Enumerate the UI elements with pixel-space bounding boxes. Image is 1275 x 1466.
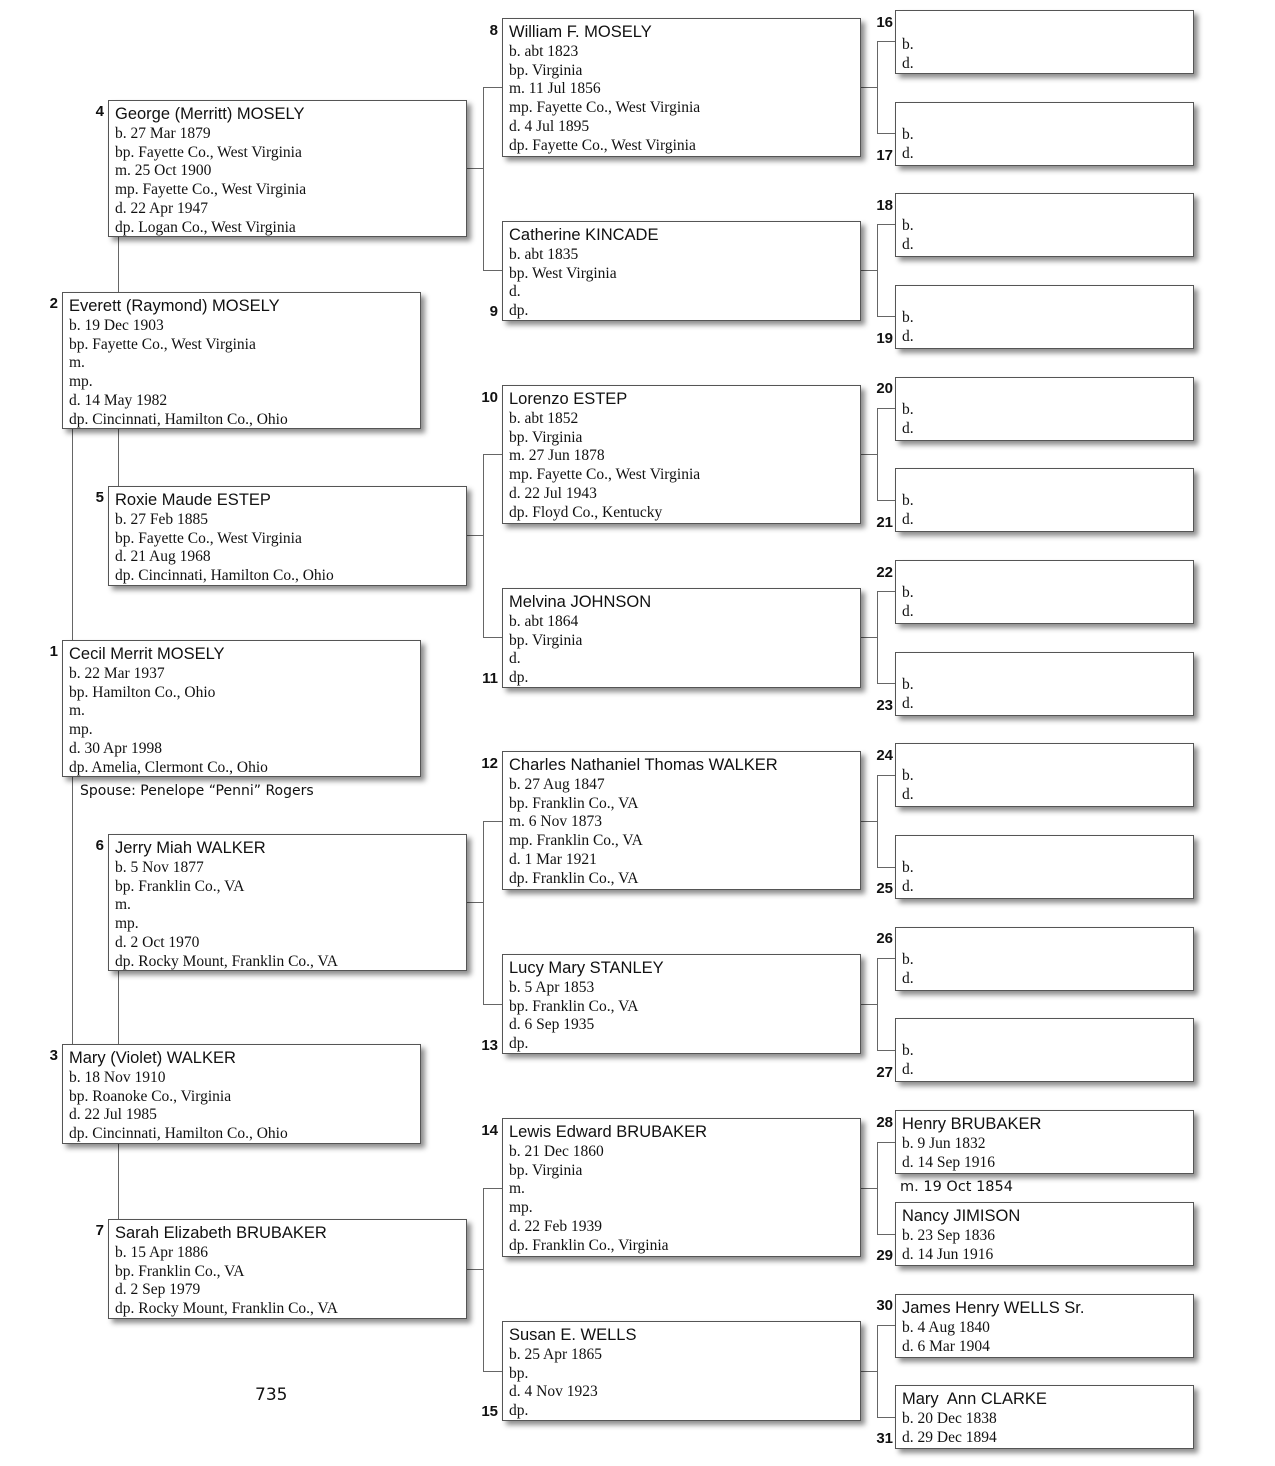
person-name: James Henry WELLS Sr. xyxy=(902,1299,1085,1317)
connector-line xyxy=(466,168,483,169)
death-date: d. 14 Jun 1916 xyxy=(902,1245,994,1263)
person-name: Mary (Violet) WALKER xyxy=(69,1049,236,1067)
person-box-27[interactable] xyxy=(895,1018,1194,1082)
death-date: d. xyxy=(509,650,521,668)
person-number: 21 xyxy=(876,514,893,531)
connector-line xyxy=(877,1325,878,1417)
marriage-date: m. xyxy=(115,896,131,914)
connector-line xyxy=(877,500,895,501)
birth-date: b. xyxy=(902,36,914,53)
person-number: 30 xyxy=(876,1297,893,1314)
marriage-date: m. 25 Oct 1900 xyxy=(115,162,212,180)
connector-line xyxy=(877,224,878,316)
person-box-10[interactable] xyxy=(502,385,861,524)
person-name: Lorenzo ESTEP xyxy=(509,390,628,408)
person-number: 8 xyxy=(489,22,498,39)
death-date: d. xyxy=(902,694,914,712)
death-date: d. xyxy=(902,327,914,345)
death-date: d. 22 Jul 1943 xyxy=(509,484,597,502)
birth-date: b. 27 Aug 1847 xyxy=(509,776,605,793)
birth-date: b. xyxy=(902,767,914,784)
death-date: d. 4 Nov 1923 xyxy=(509,1383,598,1401)
connector-line xyxy=(118,1143,119,1219)
connector-line xyxy=(877,408,878,500)
death-date: d. xyxy=(902,510,914,528)
person-name: Mary Ann CLARKE xyxy=(902,1390,1047,1408)
death-date: d. 29 Dec 1894 xyxy=(902,1428,997,1446)
person-box-24[interactable] xyxy=(895,743,1194,807)
birth-date: b. 9 Jun 1832 xyxy=(902,1135,986,1152)
person-number: 3 xyxy=(49,1047,58,1064)
death-place: dp. Rocky Mount, Franklin Co., VA xyxy=(115,952,338,970)
person-box-29[interactable] xyxy=(895,1202,1194,1266)
birth-date: b. xyxy=(902,401,914,418)
death-date: d. xyxy=(902,419,914,437)
person-box-30[interactable] xyxy=(895,1294,1194,1358)
person-number: 4 xyxy=(95,103,104,120)
marriage-place: mp. Fayette Co., West Virginia xyxy=(509,466,701,484)
death-date: d. 2 Sep 1979 xyxy=(115,1281,201,1299)
birth-date: b. 5 Nov 1877 xyxy=(115,859,204,876)
birth-date: b. 15 Apr 1886 xyxy=(115,1244,208,1261)
person-name: Charles Nathaniel Thomas WALKER xyxy=(509,756,778,774)
birth-date: b. 19 Dec 1903 xyxy=(69,317,164,334)
connector-line xyxy=(860,637,877,638)
birth-date: b. xyxy=(902,492,914,509)
death-place: dp. Cincinnati, Hamilton Co., Ohio xyxy=(69,410,288,428)
connector-line xyxy=(483,637,502,638)
connector-line xyxy=(483,1188,502,1189)
birth-place: bp. Fayette Co., West Virginia xyxy=(115,143,302,161)
death-date: d. 14 Sep 1916 xyxy=(902,1153,995,1171)
death-place: dp. Amelia, Clermont Co., Ohio xyxy=(69,758,268,776)
birth-date: b. xyxy=(902,217,914,234)
person-name: Roxie Maude ESTEP xyxy=(115,491,271,509)
death-date: d. xyxy=(509,283,521,301)
death-date: d. 4 Jul 1895 xyxy=(509,117,590,135)
person-box-7[interactable] xyxy=(108,1219,467,1319)
marriage-place: mp. xyxy=(69,373,93,391)
connector-line xyxy=(118,236,119,293)
person-name: Henry BRUBAKER xyxy=(902,1115,1042,1133)
person-box-11[interactable] xyxy=(502,588,861,688)
person-number: 14 xyxy=(481,1122,498,1139)
person-box-6[interactable] xyxy=(108,834,467,971)
marriage-place: mp. Fayette Co., West Virginia xyxy=(509,99,701,117)
death-place: dp. xyxy=(509,1402,529,1420)
connector-line xyxy=(860,1188,877,1189)
connector-line xyxy=(483,1371,502,1372)
person-number: 11 xyxy=(482,670,498,687)
person-box-18[interactable] xyxy=(895,193,1194,257)
connector-line xyxy=(483,821,502,822)
marriage-place: mp. Franklin Co., VA xyxy=(509,832,643,850)
birth-date: b. 27 Feb 1885 xyxy=(115,511,208,528)
person-number: 22 xyxy=(876,564,893,581)
connector-line xyxy=(860,821,877,822)
death-place: dp. Floyd Co., Kentucky xyxy=(509,503,663,521)
person-name: Catherine KINCADE xyxy=(509,226,659,244)
birth-place: bp. Franklin Co., VA xyxy=(115,877,245,895)
birth-place: bp. Virginia xyxy=(509,1161,583,1179)
person-number: 26 xyxy=(876,930,893,947)
connector-line xyxy=(466,902,483,903)
connector-line xyxy=(860,1004,877,1005)
connector-line xyxy=(483,821,484,1004)
connector-line xyxy=(483,270,502,271)
birth-date: b. abt 1852 xyxy=(509,410,579,427)
person-box-4[interactable] xyxy=(108,100,467,237)
person-box-12[interactable] xyxy=(502,751,861,890)
death-place: dp. xyxy=(509,1035,529,1053)
connector-line xyxy=(877,958,895,959)
death-date: d. 22 Jul 1985 xyxy=(69,1106,157,1124)
person-number: 13 xyxy=(481,1037,498,1054)
person-name: Jerry Miah WALKER xyxy=(115,839,266,857)
person-number: 18 xyxy=(876,197,893,214)
person-number: 27 xyxy=(876,1064,893,1081)
marriage-date: m. xyxy=(69,354,85,372)
connector-line xyxy=(877,591,878,683)
birth-date: b. 22 Mar 1937 xyxy=(69,665,165,682)
person-name: Nancy JIMISON xyxy=(902,1207,1021,1225)
death-place: dp. Cincinnati, Hamilton Co., Ohio xyxy=(69,1125,288,1143)
person-number: 23 xyxy=(876,697,893,714)
person-box-1[interactable] xyxy=(62,640,421,777)
connector-line xyxy=(466,535,483,536)
person-number: 9 xyxy=(489,303,498,320)
person-box-14[interactable] xyxy=(502,1118,861,1257)
marriage-place: mp. xyxy=(69,721,93,739)
death-date: d. 22 Feb 1939 xyxy=(509,1217,602,1235)
connector-line xyxy=(877,1142,878,1234)
person-name: Sarah Elizabeth BRUBAKER xyxy=(115,1224,327,1242)
person-name: Susan E. WELLS xyxy=(509,1326,637,1344)
person-number: 20 xyxy=(876,380,893,397)
birth-place: bp. Franklin Co., VA xyxy=(509,794,639,812)
birth-place: bp. Fayette Co., West Virginia xyxy=(115,529,302,547)
connector-line xyxy=(877,683,895,684)
connector-line xyxy=(483,1188,484,1371)
birth-date: b. xyxy=(902,951,914,968)
connector-line xyxy=(877,1417,895,1418)
birth-place: bp. Franklin Co., VA xyxy=(115,1262,245,1280)
connector-line xyxy=(877,1325,895,1326)
birth-date: b. 25 Apr 1865 xyxy=(509,1346,602,1363)
connector-line xyxy=(877,41,895,42)
connector-line xyxy=(860,270,877,271)
marriage-date: m. xyxy=(509,1180,525,1198)
death-place: dp. Franklin Co., Virginia xyxy=(509,1236,669,1254)
person-box-8[interactable] xyxy=(502,18,861,157)
connector-line xyxy=(877,591,895,592)
person-box-17[interactable] xyxy=(895,102,1194,166)
death-date: d. xyxy=(902,1060,914,1078)
birth-place: bp. Fayette Co., West Virginia xyxy=(69,335,256,353)
person-number: 25 xyxy=(876,880,893,897)
connector-line xyxy=(860,1371,877,1372)
death-date: d. 1 Mar 1921 xyxy=(509,850,597,868)
birth-date: b. 5 Apr 1853 xyxy=(509,979,595,996)
person-number: 6 xyxy=(95,837,104,854)
person-box-21[interactable] xyxy=(895,468,1194,532)
marriage-date: m. 6 Nov 1873 xyxy=(509,813,602,831)
connector-line xyxy=(877,958,878,1050)
person-number: 15 xyxy=(481,1403,498,1420)
person-name: Lucy Mary STANLEY xyxy=(509,959,664,977)
death-date: d. xyxy=(902,54,914,72)
marriage-date: m. 11 Jul 1856 xyxy=(509,80,601,98)
connector-line xyxy=(877,1050,895,1051)
birth-date: b. 23 Sep 1836 xyxy=(902,1227,995,1244)
person-box-20[interactable] xyxy=(895,377,1194,441)
death-date: d. 30 Apr 1998 xyxy=(69,739,162,757)
marriage-date: m. 27 Jun 1878 xyxy=(509,447,605,465)
connector-line xyxy=(72,428,73,642)
person-box-5[interactable] xyxy=(108,486,467,586)
birth-date: b. xyxy=(902,676,914,693)
death-date: d. 22 Apr 1947 xyxy=(115,199,208,217)
person-number: 5 xyxy=(95,489,104,506)
connector-line xyxy=(483,87,484,270)
connector-line xyxy=(877,41,878,133)
person-number: 16 xyxy=(876,14,893,31)
connector-line xyxy=(860,454,877,455)
marriage-date: m. xyxy=(69,702,85,720)
person-box-31[interactable] xyxy=(895,1385,1194,1449)
birth-date: b. xyxy=(902,309,914,326)
person-box-2[interactable] xyxy=(62,292,421,429)
birth-place: bp. Virginia xyxy=(509,631,583,649)
person-box-22[interactable] xyxy=(895,560,1194,624)
connector-line xyxy=(877,867,895,868)
marriage-place: mp. xyxy=(115,915,139,933)
connector-line xyxy=(483,454,484,637)
birth-place: bp. Hamilton Co., Ohio xyxy=(69,683,216,701)
birth-date: b. xyxy=(902,584,914,601)
person-box-19[interactable] xyxy=(895,285,1194,349)
death-place: dp. Rocky Mount, Franklin Co., VA xyxy=(115,1300,338,1318)
birth-date: b. abt 1835 xyxy=(509,246,579,263)
connector-line xyxy=(877,224,895,225)
page-number: 735 xyxy=(255,1385,288,1405)
connector-line xyxy=(118,969,119,1045)
death-place: dp. Franklin Co., VA xyxy=(509,869,639,887)
connector-line xyxy=(877,133,895,134)
person-number: 28 xyxy=(876,1114,893,1131)
connector-line xyxy=(877,408,895,409)
connector-line xyxy=(483,87,502,88)
marriage-place: mp. xyxy=(509,1199,533,1217)
birth-place: bp. Franklin Co., VA xyxy=(509,997,639,1015)
birth-place: bp. Roanoke Co., Virginia xyxy=(69,1087,232,1105)
person-number: 17 xyxy=(876,147,893,164)
person-box-28[interactable] xyxy=(895,1110,1194,1174)
marriage-label: m. 19 Oct 1854 xyxy=(900,1179,1013,1195)
death-date: d. xyxy=(902,602,914,620)
person-name: Lewis Edward BRUBAKER xyxy=(509,1123,708,1141)
person-box-26[interactable] xyxy=(895,927,1194,991)
birth-place: bp. Virginia xyxy=(509,428,583,446)
death-date: d. 21 Aug 1968 xyxy=(115,548,211,566)
connector-line xyxy=(466,1269,483,1270)
person-number: 12 xyxy=(481,755,498,772)
person-number: 24 xyxy=(876,747,893,764)
marriage-place: mp. Fayette Co., West Virginia xyxy=(115,181,307,199)
person-box-23[interactable] xyxy=(895,652,1194,716)
death-date: d. 6 Sep 1935 xyxy=(509,1016,595,1034)
person-box-13[interactable] xyxy=(502,954,861,1054)
death-place: dp. Logan Co., West Virginia xyxy=(115,218,296,236)
death-place: dp. Fayette Co., West Virginia xyxy=(509,136,696,154)
death-date: d. xyxy=(902,785,914,803)
death-date: d. xyxy=(902,235,914,253)
connector-line xyxy=(877,1234,895,1235)
death-place: dp. Cincinnati, Hamilton Co., Ohio xyxy=(115,567,334,585)
person-number: 7 xyxy=(95,1222,104,1239)
birth-place: bp. Virginia xyxy=(509,61,583,79)
connector-line xyxy=(877,1142,895,1143)
death-date: d. 6 Mar 1904 xyxy=(902,1337,990,1355)
death-date: d. xyxy=(902,877,914,895)
birth-date: b. 27 Mar 1879 xyxy=(115,125,211,142)
birth-place: bp. xyxy=(509,1364,529,1382)
person-name: William F. MOSELY xyxy=(509,23,652,41)
death-date: d. xyxy=(902,144,914,162)
person-number: 31 xyxy=(876,1430,893,1447)
person-name: Cecil Merrit MOSELY xyxy=(69,645,225,663)
person-name: Everett (Raymond) MOSELY xyxy=(69,297,280,315)
connector-line xyxy=(483,454,502,455)
birth-date: b. xyxy=(902,859,914,876)
birth-date: b. 21 Dec 1860 xyxy=(509,1143,604,1160)
birth-date: b. xyxy=(902,1042,914,1059)
spouse-label: Spouse: Penelope “Penni” Rogers xyxy=(80,783,314,799)
birth-date: b. abt 1864 xyxy=(509,613,579,630)
person-name: George (Merritt) MOSELY xyxy=(115,105,305,123)
death-date: d. xyxy=(902,969,914,987)
death-date: d. 14 May 1982 xyxy=(69,391,168,409)
connector-line xyxy=(860,87,877,88)
birth-date: b. 4 Aug 1840 xyxy=(902,1319,990,1336)
connector-line xyxy=(118,428,119,486)
person-number: 29 xyxy=(876,1247,893,1264)
birth-date: b. 20 Dec 1838 xyxy=(902,1410,997,1427)
person-box-16[interactable] xyxy=(895,10,1194,74)
connector-line xyxy=(877,775,895,776)
person-number: 10 xyxy=(481,389,498,406)
person-box-3[interactable] xyxy=(62,1044,421,1144)
person-number: 19 xyxy=(876,330,893,347)
person-name: Melvina JOHNSON xyxy=(509,593,652,611)
birth-date: b. 18 Nov 1910 xyxy=(69,1069,166,1086)
death-place: dp. xyxy=(509,302,529,320)
connector-line xyxy=(72,776,73,1046)
person-number: 2 xyxy=(49,295,58,312)
person-box-9[interactable] xyxy=(502,221,861,321)
death-date: d. 2 Oct 1970 xyxy=(115,933,200,951)
person-box-25[interactable] xyxy=(895,835,1194,899)
connector-line xyxy=(483,1004,502,1005)
birth-place: bp. West Virginia xyxy=(509,264,617,282)
person-box-15[interactable] xyxy=(502,1321,861,1421)
connector-line xyxy=(877,775,878,867)
connector-line xyxy=(877,316,895,317)
death-place: dp. xyxy=(509,669,529,687)
birth-date: b. xyxy=(902,126,914,143)
person-number: 1 xyxy=(49,643,58,660)
birth-date: b. abt 1823 xyxy=(509,43,579,60)
